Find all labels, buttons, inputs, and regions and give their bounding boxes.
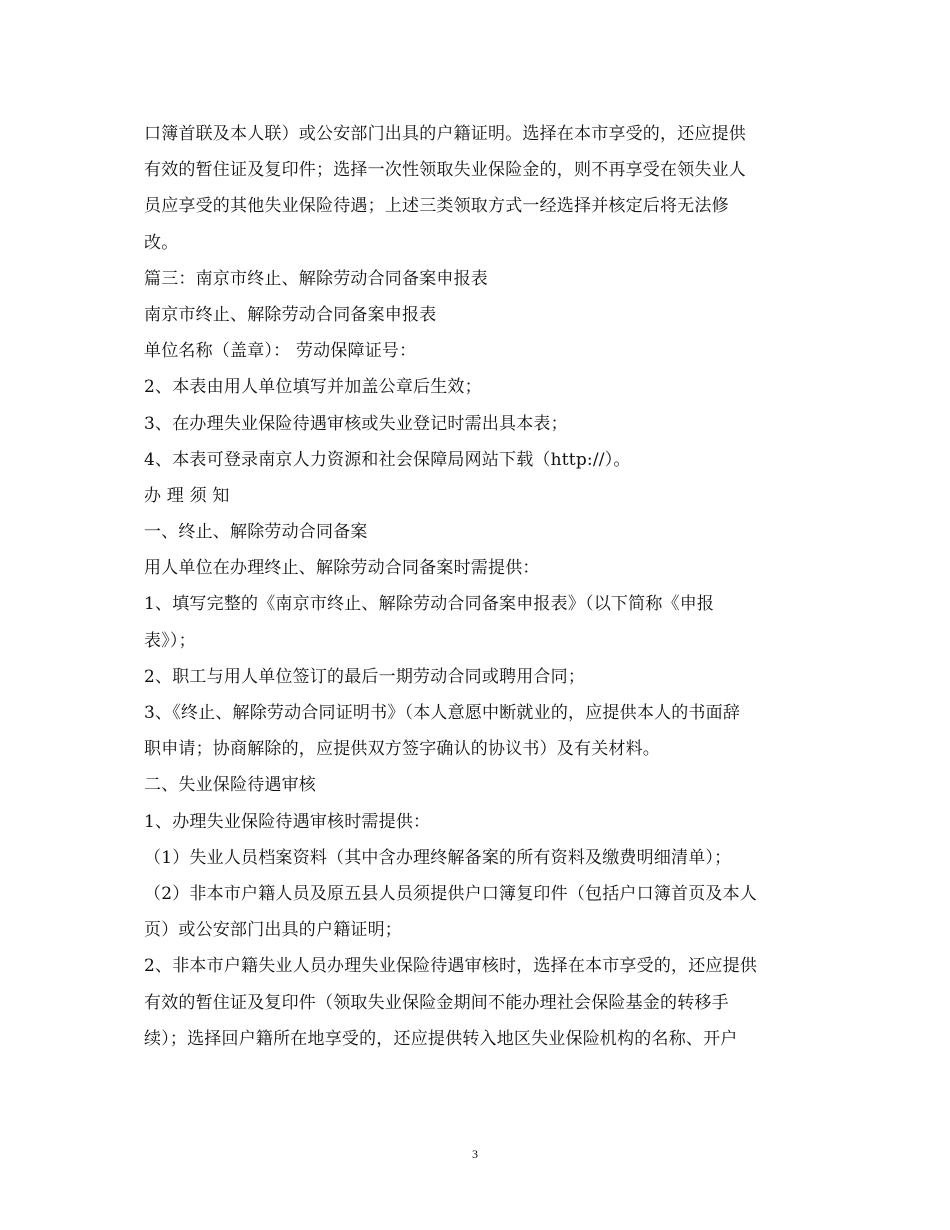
list-item-continuation: 表》）； [144, 630, 196, 651]
list-item: （1）失业人员档案资料（其中含办理终解备案的所有资料及缴费明细清单）； [144, 847, 732, 868]
text-line: 改。 [144, 232, 179, 253]
form-title: 南京市终止、解除劳动合同备案申报表 [144, 304, 437, 325]
list-item: 1、办理失业保险待遇审核时需提供： [144, 811, 431, 832]
subsection-heading: 一、终止、解除劳动合同备案 [144, 522, 368, 543]
list-item: 1、填写完整的《南京市终止、解除劳动合同备案申报表》（以下简称《申报 [144, 594, 715, 615]
subsection-heading: 二、失业保险待遇审核 [144, 775, 316, 796]
text-line: 口簿首联及本人联）或公安部门出具的户籍证明。选择在本市享受的，还应提供 [144, 124, 746, 144]
list-item-continuation: 职申请；协商解除的，应提供双方签字确认的协议书）及有关材料。 [144, 739, 660, 760]
text-line: 有效的暂住证及复印件；选择一次性领取失业保险金的，则不再享受在领失业人 [144, 160, 746, 181]
text-line: 用人单位在办理终止、解除劳动合同备案时需提供： [144, 558, 540, 579]
page-number: 3 [472, 1147, 478, 1161]
text-line: 员应享受的其他失业保险待遇；上述三类领取方式一经选择并核定后将无法修 [144, 196, 729, 217]
subsection-heading: 办 理 须 知 [144, 485, 230, 506]
list-item-continuation: 页）或公安部门出具的户籍证明； [144, 920, 402, 941]
list-item: （2）非本市户籍人员及原五县人员须提供户口簿复印件（包括户口簿首页及本人 [144, 883, 758, 904]
note-item: 4、本表可登录南京人力资源和社会保障局网站下载（http://）。 [144, 449, 631, 470]
note-item: 3、在办理失业保险待遇审核或失业登记时需出具本表； [144, 413, 568, 434]
document-body [144, 116, 804, 1057]
list-item-continuation: 有效的暂住证及复印件（领取失业保险金期间不能办理社会保险基金的转移手 [144, 992, 729, 1013]
list-item-continuation: 续）；选择回户籍所在地享受的，还应提供转入地区失业保险机构的名称、开户 [144, 1028, 738, 1049]
note-item: 2、本表由用人单位填写并加盖公章后生效； [144, 377, 482, 398]
list-item: 3、《终止、解除劳动合同证明书》（本人意愿中断就业的，应提供本人的书面辞 [144, 703, 741, 723]
list-item: 2、非本市户籍失业人员办理失业保险待遇审核时，选择在本市享受的，还应提供 [144, 956, 758, 977]
section-heading: 篇三：南京市终止、解除劳动合同备案申报表 [144, 268, 488, 289]
form-fields-line: 单位名称（盖章）： 劳动保障证号： [144, 341, 417, 362]
list-item: 2、职工与用人单位签订的最后一期劳动合同或聘用合同； [144, 666, 586, 687]
